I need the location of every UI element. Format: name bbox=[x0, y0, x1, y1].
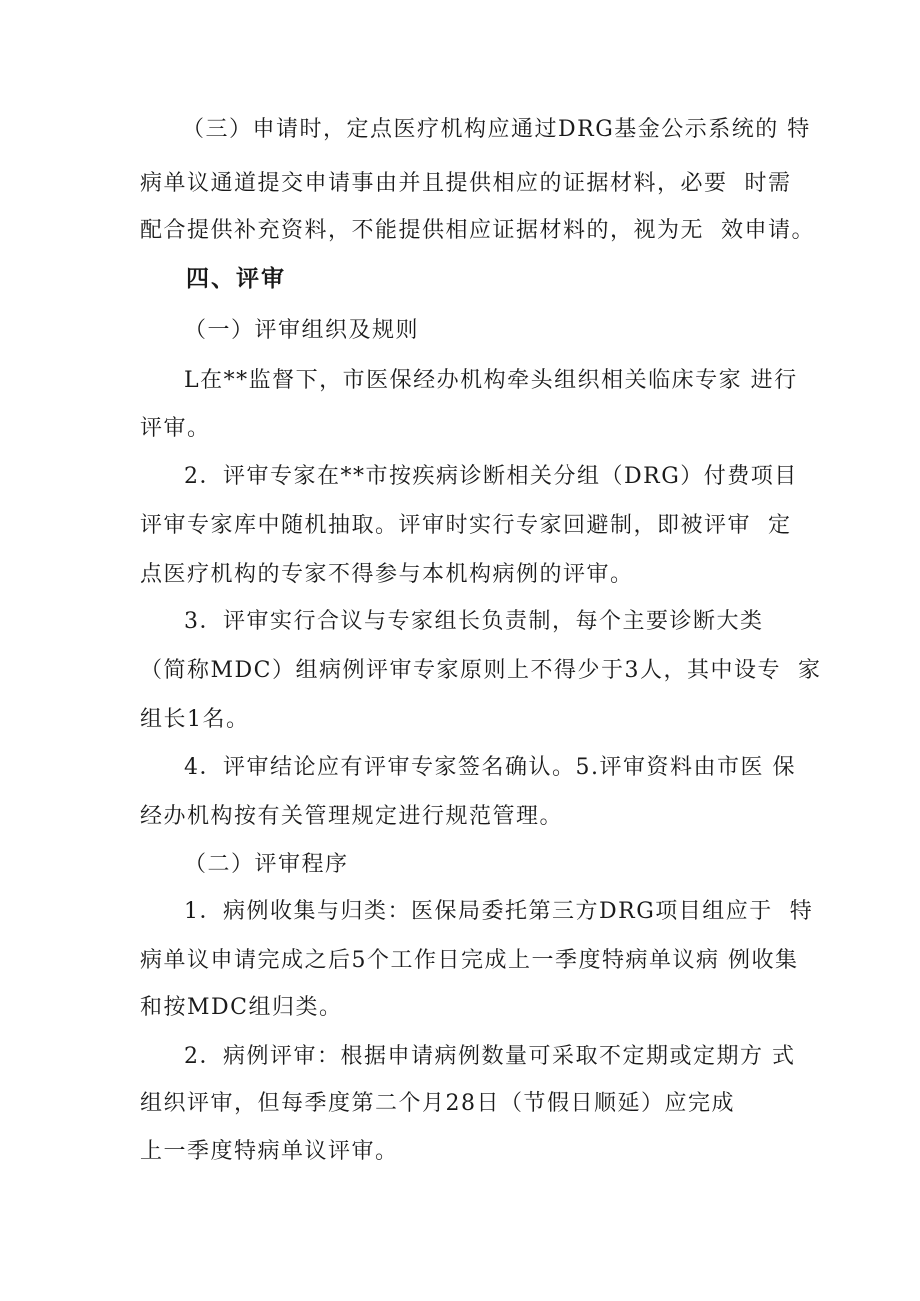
item-4-line-1: 4．评审结论应有评审专家签名确认。5.评审资料由市医 保 bbox=[184, 755, 796, 780]
item-3-line-1: 3．评审实行合议与专家组长负责制，每个主要诊断大类 bbox=[184, 609, 764, 634]
procedure-1-line-3: 和按MDC组归类。 bbox=[140, 995, 343, 1020]
item-2-line-3: 点医疗机构的专家不得参与本机构病例的评审。 bbox=[140, 562, 634, 587]
item-4-line-2: 经办机构按有关管理规定进行规范管理。 bbox=[140, 804, 564, 829]
procedure-2-line-2: 组织评审，但每季度第二个月28日（节假日顺延）应完成 bbox=[140, 1091, 735, 1116]
item-1-line-1: L在**监督下，市医保经办机构牵头组织相关临床专家 进行 bbox=[184, 368, 798, 393]
procedure-1-line-1: 1．病例收集与归类：医保局委托第三方DRG项目组应于 特 bbox=[184, 899, 814, 924]
procedure-1-line-2: 病单议申请完成之后5个工作日完成上一季度特病单议病 例收集 bbox=[140, 948, 799, 973]
paragraph-3-line-2: 病单议通道提交申请事由并且提供相应的证据材料，必要 时需 bbox=[140, 171, 792, 196]
subsection-heading-procedure: （二）评审程序 bbox=[184, 852, 349, 877]
item-2-line-2: 评审专家库中随机抽取。评审时实行专家回避制，即被评审 定 bbox=[140, 513, 792, 538]
item-2-line-1: 2．评审专家在**市按疾病诊断相关分组（DRG）付费项目 bbox=[184, 464, 798, 489]
item-3-line-2: （简称MDC）组病例评审专家原则上不得少于3人，其中设专 家 bbox=[140, 658, 822, 683]
procedure-2-line-3: 上一季度特病单议评审。 bbox=[140, 1139, 399, 1164]
procedure-2-line-1: 2．病例评审：根据申请病例数量可采取不定期或定期方 式 bbox=[184, 1044, 796, 1069]
section-heading-review: 四、评审 bbox=[186, 266, 286, 292]
paragraph-3-line-3: 配合提供补充资料，不能提供相应证据材料的，视为无 效申请。 bbox=[140, 218, 815, 243]
item-1-line-2: 评审。 bbox=[140, 416, 211, 441]
subsection-heading-organization: （一）评审组织及规则 bbox=[184, 318, 420, 343]
paragraph-3-line-1: （三）申请时，定点医疗机构应通过DRG基金公示系统的 特 bbox=[182, 117, 811, 142]
item-3-line-3: 组长1名。 bbox=[140, 707, 250, 732]
